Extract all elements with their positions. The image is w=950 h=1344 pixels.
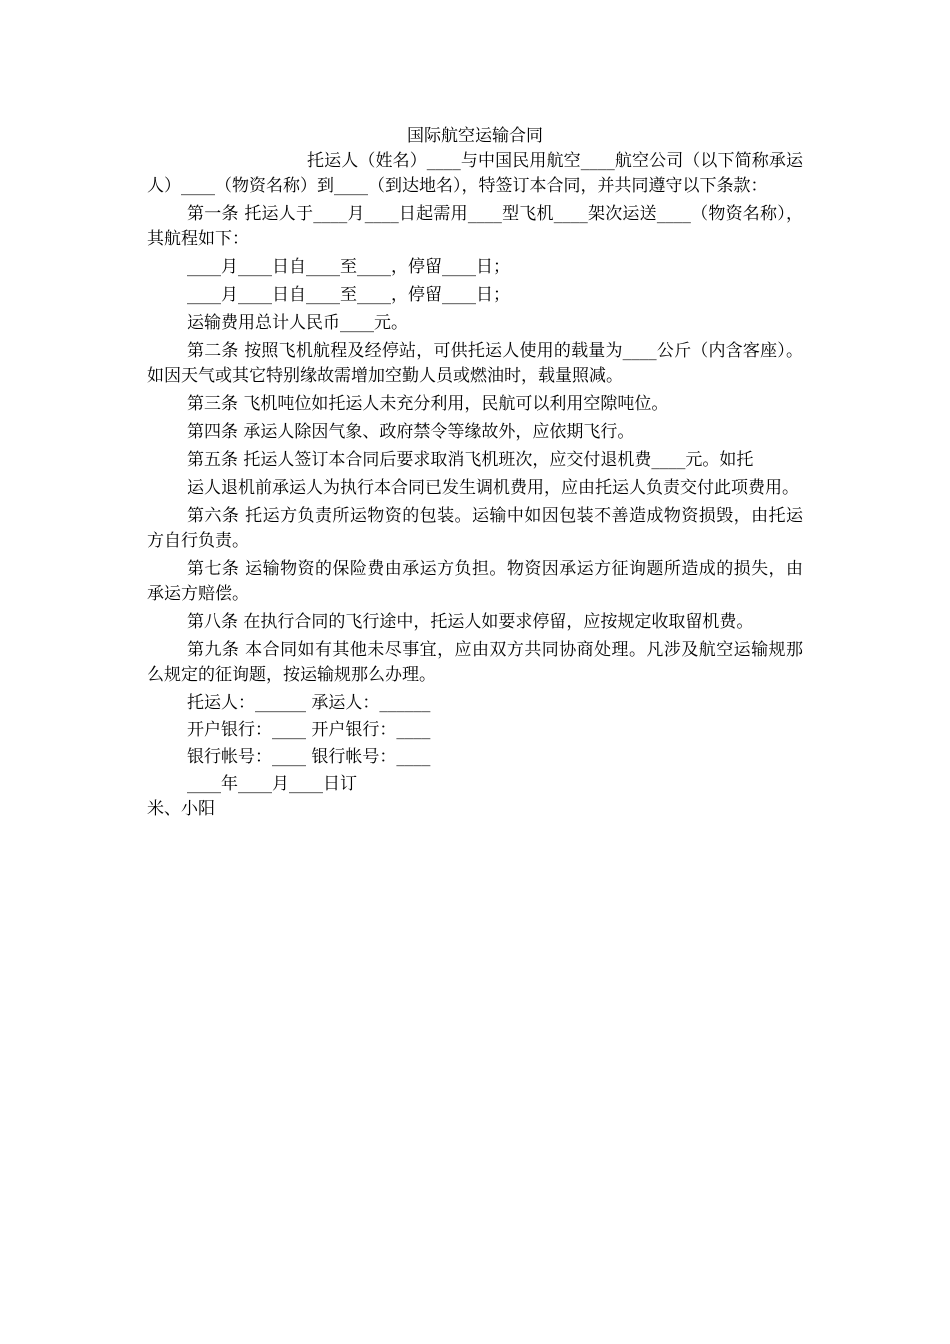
article-2: 第二条 按照飞机航程及经停站，可供托运人使用的载量为____公斤（内含客座）。如因天气或其它特别缘故需增加空勤人员或燃油时，载量照减。 [147,341,803,386]
article-5-continued: 运人退机前承运人为执行本合同已发生调机费用，应由托运人负责交付此项费用。 [187,478,799,498]
article-8: 第八条 在执行合同的飞行途中，托运人如要求停留，应按规定收取留机费。 [187,612,754,632]
signature-date: ____年____月____日订 [187,774,357,794]
signature-accounts: 银行帐号：____ 银行帐号：____ [187,747,431,767]
article-9: 第九条 本合同如有其他未尽事宜，应由双方共同协商处理。凡涉及航空运输规那么规定的征询题，按运输规那么办理。 [147,640,803,685]
article-3: 第三条 飞机吨位如托运人未充分利用，民航可以利用空隙吨位。 [187,394,669,414]
contract-body [147,124,803,822]
article-4: 第四条 承运人除因气象、政府禁令等缘故外，应依期飞行。 [187,422,635,442]
article-1: 第一条 托运人于____月____日起需用____型飞机____架次运送____（物资名称），其航程如下： [147,204,803,249]
footer-note: 米、小阳 [147,799,215,819]
route-line-2: ____月____日自____至____，停留____日； [187,285,510,305]
contract-title: 国际航空运输合同 [407,126,543,146]
contract-intro: 托运人（姓名）____与中国民用航空____航空公司（以下简称承运人）____（物资名称）到____（到达地名），特签订本合同，并共同遵守以下条款： [147,151,803,196]
signature-banks: 开户银行：____ 开户银行：____ [187,720,431,740]
article-6: 第六条 托运方负责所运物资的包装。运输中如因包装不善造成物资损毁，由托运方自行负责。 [147,506,803,551]
route-line-1: ____月____日自____至____，停留____日； [187,257,510,277]
article-7: 第七条 运输物资的保险费由承运方负担。物资因承运方征询题所造成的损失，由承运方赔偿。 [147,559,803,604]
signature-parties: 托运人：______ 承运人：______ [187,693,431,713]
fee-total: 运输费用总计人民币____元。 [187,313,408,333]
article-5: 第五条 托运人签订本合同后要求取消飞机班次，应交付退机费____元。如托 [187,450,754,470]
